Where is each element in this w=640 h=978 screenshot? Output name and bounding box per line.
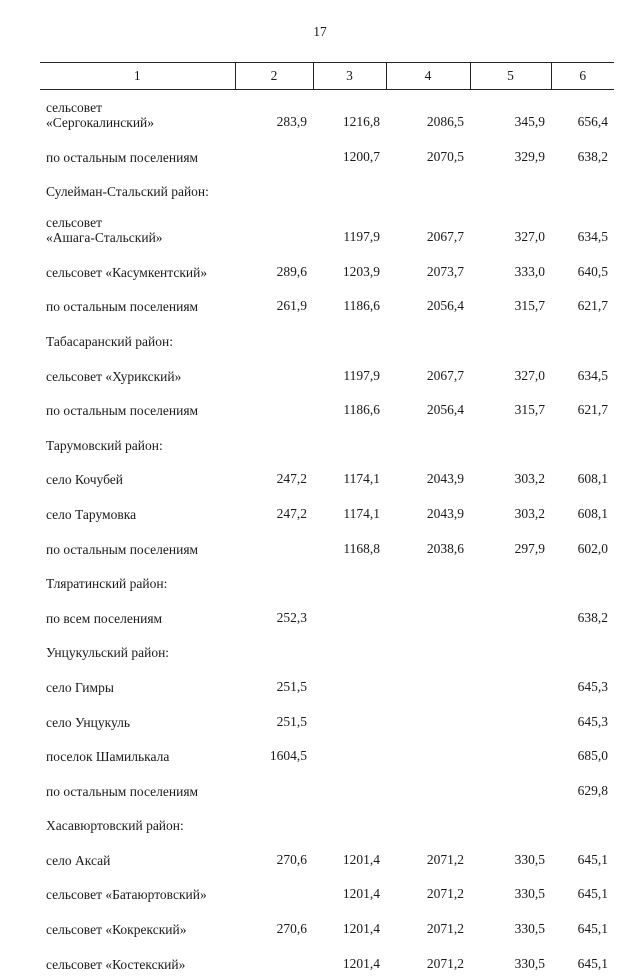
value-cell bbox=[551, 320, 614, 355]
column-header: 1 bbox=[40, 63, 235, 90]
value-cell bbox=[313, 632, 386, 667]
value-cell bbox=[470, 171, 551, 206]
value-cell: 638,2 bbox=[577, 609, 608, 625]
value-cell: 1203,9 bbox=[342, 263, 380, 279]
row-label-line: село Унцукуль bbox=[46, 714, 130, 730]
value-cell bbox=[313, 666, 386, 701]
value-cell bbox=[551, 563, 614, 598]
value-cell bbox=[313, 770, 386, 805]
row-label bbox=[40, 355, 235, 390]
row-label bbox=[40, 839, 235, 874]
row-label-line: село Кочубей bbox=[46, 472, 124, 488]
value-cell: 2038,6 bbox=[426, 540, 464, 556]
value-cell: 645,1 bbox=[577, 886, 608, 902]
row-label-line: село Аксай bbox=[46, 852, 111, 868]
value-cell: 1604,5 bbox=[269, 748, 307, 764]
table-row bbox=[40, 90, 614, 137]
table-row bbox=[40, 943, 614, 978]
value-cell: 1201,4 bbox=[342, 921, 380, 937]
row-label-line: Унцукульский район: bbox=[46, 645, 170, 661]
row-label-line: село Тарумовка bbox=[46, 506, 137, 522]
value-cell: 638,2 bbox=[577, 148, 608, 164]
value-cell bbox=[313, 424, 386, 459]
table-header-row bbox=[40, 63, 614, 90]
tariff-table bbox=[40, 62, 614, 978]
table-row bbox=[40, 459, 614, 494]
row-label bbox=[40, 528, 235, 563]
value-cell bbox=[470, 770, 551, 805]
value-cell: 2067,7 bbox=[426, 229, 464, 245]
value-cell bbox=[313, 320, 386, 355]
value-cell bbox=[470, 424, 551, 459]
value-cell: 1197,9 bbox=[343, 229, 380, 245]
value-cell: 330,5 bbox=[514, 851, 545, 867]
value-cell: 608,1 bbox=[577, 471, 608, 487]
value-cell: 645,1 bbox=[577, 851, 608, 867]
value-cell bbox=[235, 171, 313, 206]
value-cell: 315,7 bbox=[514, 402, 545, 418]
table-row bbox=[40, 136, 614, 171]
value-cell: 2073,7 bbox=[426, 263, 464, 279]
value-cell: 2056,4 bbox=[426, 402, 464, 418]
value-cell bbox=[313, 805, 386, 840]
table-row bbox=[40, 770, 614, 805]
row-label-line: сельсовет «Хурикский» bbox=[46, 368, 182, 384]
table-row bbox=[40, 736, 614, 771]
value-cell bbox=[470, 701, 551, 736]
value-cell: 283,9 bbox=[276, 114, 307, 129]
row-label-line: «Ашага-Стальский» bbox=[46, 230, 163, 246]
value-cell: 251,5 bbox=[276, 713, 307, 729]
row-label-line: по остальным поселениям bbox=[46, 299, 199, 315]
value-cell: 1201,4 bbox=[342, 955, 380, 971]
value-cell: 251,5 bbox=[276, 678, 307, 694]
table-row bbox=[40, 355, 614, 390]
value-cell: 315,7 bbox=[514, 298, 545, 314]
row-label bbox=[40, 286, 235, 321]
table-row bbox=[40, 251, 614, 286]
value-cell bbox=[470, 563, 551, 598]
value-cell: 270,6 bbox=[276, 851, 307, 867]
value-cell bbox=[235, 632, 313, 667]
table-row bbox=[40, 597, 614, 632]
value-cell bbox=[235, 874, 313, 909]
table-row bbox=[40, 839, 614, 874]
value-cell: 1186,6 bbox=[343, 298, 380, 314]
value-cell: 252,3 bbox=[276, 609, 307, 625]
row-label-line: сельсовет bbox=[46, 100, 102, 115]
value-cell: 330,5 bbox=[514, 921, 545, 937]
row-label-line: по остальным поселениям bbox=[46, 403, 199, 419]
value-cell bbox=[313, 563, 386, 598]
value-cell: 329,9 bbox=[514, 148, 545, 164]
value-cell bbox=[235, 943, 313, 978]
value-cell bbox=[235, 390, 313, 425]
row-label bbox=[40, 390, 235, 425]
row-label bbox=[40, 320, 235, 355]
value-cell bbox=[386, 424, 470, 459]
table-row bbox=[40, 701, 614, 736]
row-label-line: сельсовет «Кокрекский» bbox=[46, 922, 187, 938]
value-cell bbox=[551, 805, 614, 840]
value-cell: 645,3 bbox=[577, 678, 608, 694]
value-cell bbox=[470, 736, 551, 771]
value-cell: 2071,2 bbox=[426, 955, 464, 971]
row-label bbox=[40, 701, 235, 736]
value-cell: 1186,6 bbox=[343, 402, 380, 418]
value-cell: 2043,9 bbox=[426, 471, 464, 487]
table-row bbox=[40, 171, 614, 206]
row-label bbox=[40, 943, 235, 978]
value-cell: 2071,2 bbox=[426, 886, 464, 902]
row-label bbox=[40, 908, 235, 943]
table-row bbox=[40, 424, 614, 459]
value-cell bbox=[470, 597, 551, 632]
value-cell bbox=[235, 563, 313, 598]
table-row bbox=[40, 286, 614, 321]
value-cell bbox=[235, 770, 313, 805]
value-cell: 297,9 bbox=[514, 540, 545, 556]
table-row bbox=[40, 493, 614, 528]
table-row bbox=[40, 563, 614, 598]
row-label-line: по остальным поселениям bbox=[46, 541, 199, 557]
value-cell bbox=[235, 320, 313, 355]
value-cell: 1174,1 bbox=[343, 471, 380, 487]
table-row bbox=[40, 320, 614, 355]
row-label bbox=[40, 171, 235, 206]
value-cell bbox=[313, 171, 386, 206]
row-label-line: по остальным поселениям bbox=[46, 783, 199, 799]
value-cell: 2043,9 bbox=[426, 505, 464, 521]
value-cell bbox=[313, 736, 386, 771]
value-cell: 303,2 bbox=[514, 471, 545, 487]
row-label bbox=[40, 459, 235, 494]
table-row bbox=[40, 666, 614, 701]
value-cell bbox=[386, 597, 470, 632]
row-label bbox=[40, 666, 235, 701]
value-cell: 2056,4 bbox=[426, 298, 464, 314]
value-cell bbox=[386, 320, 470, 355]
value-cell: 2067,7 bbox=[426, 367, 464, 383]
table-row bbox=[40, 908, 614, 943]
value-cell bbox=[470, 632, 551, 667]
row-label-line: поселок Шамилькала bbox=[46, 749, 170, 765]
value-cell bbox=[386, 736, 470, 771]
row-label-line: Тляратинский район: bbox=[46, 576, 168, 592]
value-cell: 634,5 bbox=[577, 367, 608, 383]
value-cell: 1201,4 bbox=[342, 886, 380, 902]
value-cell: 2071,2 bbox=[426, 851, 464, 867]
value-cell: 2071,2 bbox=[426, 921, 464, 937]
value-cell bbox=[470, 666, 551, 701]
value-cell: 608,1 bbox=[577, 505, 608, 521]
column-header: 6 bbox=[551, 63, 614, 90]
row-label bbox=[40, 424, 235, 459]
value-cell: 247,2 bbox=[276, 471, 307, 487]
value-cell: 1216,8 bbox=[342, 114, 380, 129]
row-label-line: сельсовет «Батаюртовский» bbox=[46, 887, 207, 903]
value-cell bbox=[235, 355, 313, 390]
row-label bbox=[40, 805, 235, 840]
value-cell: 247,2 bbox=[276, 505, 307, 521]
value-cell bbox=[235, 424, 313, 459]
value-cell: 1168,8 bbox=[343, 540, 380, 556]
value-cell bbox=[386, 770, 470, 805]
column-header: 2 bbox=[235, 63, 313, 90]
value-cell bbox=[551, 424, 614, 459]
value-cell bbox=[313, 701, 386, 736]
value-cell bbox=[313, 597, 386, 632]
row-label-line: сельсовет bbox=[46, 215, 102, 231]
row-label bbox=[40, 874, 235, 909]
table-body bbox=[40, 90, 614, 978]
value-cell bbox=[386, 563, 470, 598]
row-label bbox=[40, 251, 235, 286]
value-cell: 645,1 bbox=[577, 955, 608, 971]
row-label-line: Сулейман-Стальский район: bbox=[46, 184, 209, 200]
row-label bbox=[40, 205, 235, 251]
value-cell: 629,8 bbox=[577, 782, 608, 798]
value-cell bbox=[386, 171, 470, 206]
value-cell bbox=[386, 701, 470, 736]
value-cell bbox=[386, 666, 470, 701]
value-cell bbox=[551, 171, 614, 206]
value-cell: 640,5 bbox=[577, 263, 608, 279]
row-label-line: Табасаранский район: bbox=[46, 333, 173, 349]
column-header: 4 bbox=[386, 63, 470, 90]
value-cell bbox=[235, 528, 313, 563]
value-cell bbox=[235, 205, 313, 251]
value-cell: 330,5 bbox=[514, 886, 545, 902]
row-label-line: по остальным поселениям bbox=[46, 149, 199, 165]
row-label bbox=[40, 632, 235, 667]
table-row bbox=[40, 390, 614, 425]
value-cell: 685,0 bbox=[577, 748, 608, 764]
value-cell: 621,7 bbox=[577, 298, 608, 314]
table-row bbox=[40, 874, 614, 909]
value-cell: 645,1 bbox=[577, 921, 608, 937]
value-cell: 634,5 bbox=[577, 229, 608, 245]
value-cell: 2070,5 bbox=[426, 148, 464, 164]
row-label bbox=[40, 597, 235, 632]
value-cell bbox=[235, 136, 313, 171]
value-cell: 327,0 bbox=[514, 229, 545, 245]
row-label-line: село Гимры bbox=[46, 679, 114, 695]
value-cell bbox=[551, 632, 614, 667]
value-cell bbox=[235, 805, 313, 840]
table-row bbox=[40, 632, 614, 667]
column-header: 5 bbox=[470, 63, 551, 90]
row-label-line: Тарумовский район: bbox=[46, 437, 163, 453]
column-header: 3 bbox=[313, 63, 386, 90]
row-label-line: сельсовет «Костекский» bbox=[46, 956, 186, 972]
value-cell bbox=[386, 632, 470, 667]
value-cell: 621,7 bbox=[577, 402, 608, 418]
row-label bbox=[40, 770, 235, 805]
value-cell: 2086,5 bbox=[426, 114, 464, 129]
value-cell: 645,3 bbox=[577, 713, 608, 729]
row-label-line: по всем поселениям bbox=[46, 610, 163, 626]
row-label bbox=[40, 493, 235, 528]
value-cell: 330,5 bbox=[514, 955, 545, 971]
value-cell: 303,2 bbox=[514, 505, 545, 521]
row-label bbox=[40, 90, 235, 137]
value-cell: 1201,4 bbox=[342, 851, 380, 867]
table-row bbox=[40, 528, 614, 563]
value-cell: 327,0 bbox=[514, 367, 545, 383]
value-cell: 1197,9 bbox=[343, 367, 380, 383]
value-cell bbox=[386, 805, 470, 840]
value-cell: 289,6 bbox=[276, 263, 307, 279]
value-cell: 1200,7 bbox=[342, 148, 380, 164]
table-row bbox=[40, 205, 614, 251]
value-cell: 270,6 bbox=[276, 921, 307, 937]
table-row bbox=[40, 805, 614, 840]
row-label bbox=[40, 136, 235, 171]
row-label bbox=[40, 736, 235, 771]
row-label-line: Хасавюртовский район: bbox=[46, 818, 184, 834]
value-cell bbox=[470, 805, 551, 840]
value-cell: 345,9 bbox=[514, 114, 545, 129]
page-number: 17 bbox=[313, 24, 327, 39]
value-cell: 656,4 bbox=[577, 114, 608, 129]
row-label-line: сельсовет «Касумкентский» bbox=[46, 264, 208, 280]
value-cell: 1174,1 bbox=[343, 505, 380, 521]
value-cell: 333,0 bbox=[514, 263, 545, 279]
row-label-line: «Сергокалинский» bbox=[46, 115, 155, 130]
row-label bbox=[40, 563, 235, 598]
value-cell: 261,9 bbox=[276, 298, 307, 314]
value-cell bbox=[470, 320, 551, 355]
value-cell: 602,0 bbox=[577, 540, 608, 556]
